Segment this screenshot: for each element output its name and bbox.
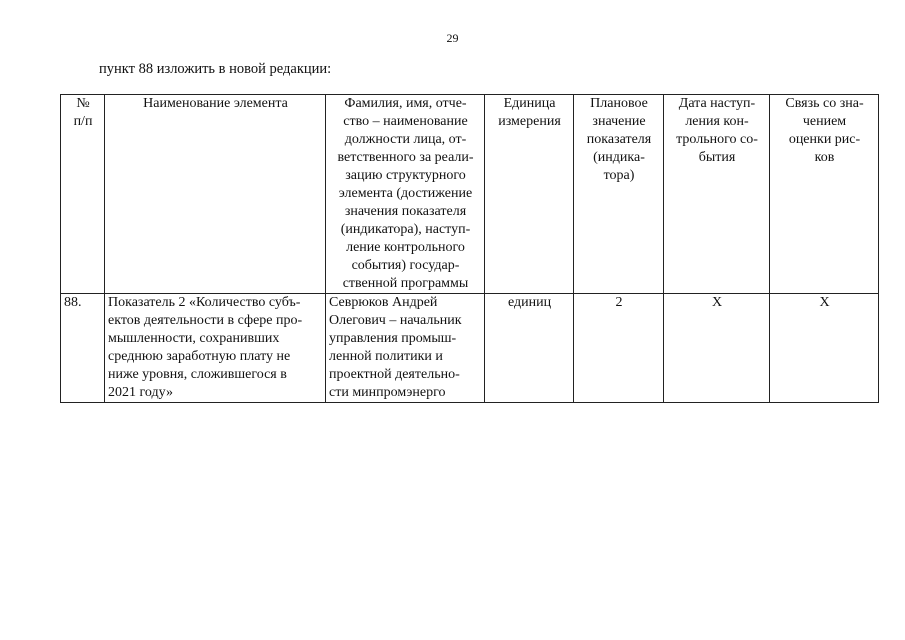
cell-responsible: Севрюков Андрей Олегович – начальник управления промыш- ленной политики и проектной деятельно- сти минпромэнерго bbox=[326, 294, 485, 403]
header-planned-value: Плановое значение показателя (индика- тора) bbox=[574, 95, 664, 294]
cell-unit: единиц bbox=[485, 294, 574, 403]
table-row bbox=[61, 294, 879, 403]
intro-text: пункт 88 изложить в новой редакции: bbox=[99, 61, 332, 77]
header-element-name: Наименование элемента bbox=[105, 95, 326, 294]
cell-event-date: Х bbox=[664, 294, 770, 403]
header-risk-link: Связь со зна- чением оценки рис- ков bbox=[770, 95, 879, 294]
page-number: 29 bbox=[446, 31, 459, 45]
cell-number: 88. bbox=[61, 294, 105, 403]
header-responsible: Фамилия, имя, отче- ство – наименование должности лица, от- ветственного за реали- зацию структурного элемента (достижение значения показателя (индикатора), наступ- ление контрольного события) государ- ственной программы bbox=[326, 95, 485, 294]
header-unit: Единица измерения bbox=[485, 95, 574, 294]
cell-element-name: Показатель 2 «Количество субъ- ектов деятельности в сфере про- мышленности, сохранивших среднюю заработную плату не ниже уровня, сложившегося в 2021 году» bbox=[105, 294, 326, 403]
header-number: № п/п bbox=[61, 95, 105, 294]
cell-risk-link: Х bbox=[770, 294, 879, 403]
table-header-row bbox=[61, 95, 879, 294]
cell-planned-value: 2 bbox=[574, 294, 664, 403]
header-event-date: Дата наступ- ления кон- трольного со- бытия bbox=[664, 95, 770, 294]
indicator-table bbox=[60, 94, 879, 403]
